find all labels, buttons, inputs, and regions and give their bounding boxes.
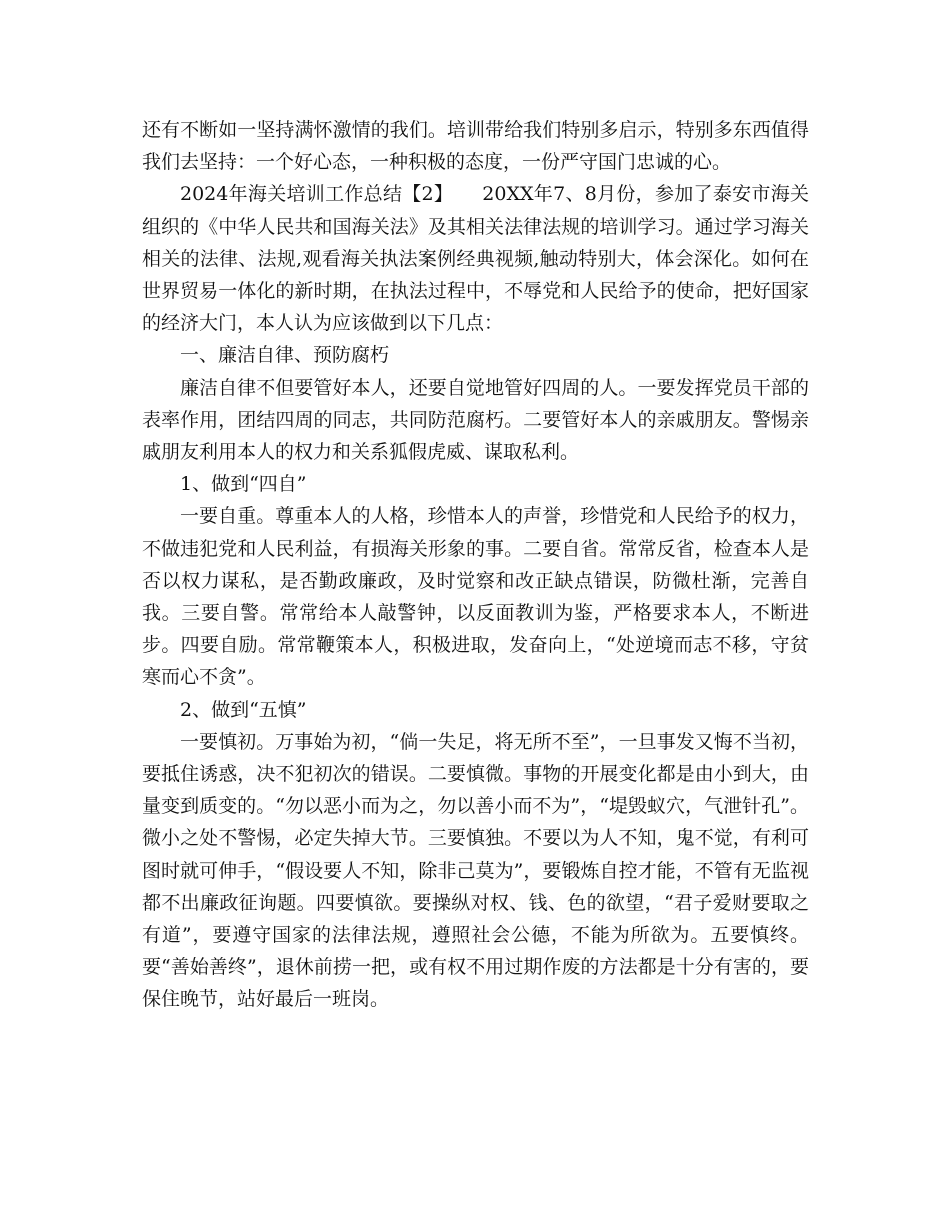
- paragraph-continuation: 还有不断如一坚持满怀激情的我们。培训带给我们特别多启示，特别多东西值得我们去坚持：一个好心态，一种积极的态度，一份严守国门忠诚的心。: [142, 119, 809, 174]
- paragraph-four-self: 一要自重。尊重本人的人格，珍惜本人的声誉，珍惜党和人民给予的权力，不做违犯党和人民利益，有损海关形象的事。二要自省。常常反省，检查本人是否以权力谋私，是否勤政廉政，及时觉察和改正缺点错误，防微杜渐，完善自我。三要自警。常常给本人敲警钟，以反面教训为鉴，严格要求本人，不断进步。四要自励。常常鞭策本人，积极进取，发奋向上，“处逆境而志不移，守贫寒而心不贪”。: [142, 505, 809, 689]
- subheading-four-self: 1、做到“四自”: [180, 473, 307, 496]
- paragraph-integrity: 廉洁自律不但要管好本人，还要自觉地管好四周的人。一要发挥党员干部的表率作用，团结四周的同志，共同防范腐朽。二要管好本人的亲戚朋友。警惕亲戚朋友利用本人的权力和关系狐假虎威、谋取私利。: [142, 376, 809, 464]
- paragraph-five-caution: 一要慎初。万事始为初，“倘一失足，将无所不至”，一旦事发又悔不当初，要抵住诱惑，决不犯初次的错误。二要慎微。事物的开展变化都是由小到大，由量变到质变的。“勿以恶小而为之，勿以善小而不为”，“堤毁蚁穴，气泄针孔”。微小之处不警惕，必定失掉大节。三要慎独。不要以为人不知，鬼不觉，有利可图时就可伸手，“假设要人不知，除非己莫为”，要锻炼自控才能，不管有无监视都不出廉政征询题。四要慎欲。要操纵对权、钱、色的欲望，“君子爱财要取之有道”，要遵守国家的法律法规，遵照社会公德，不能为所欲为。五要慎终。要“善始善终”，退休前捞一把，或有权不用过期作废的方法都是十分有害的，要保住晚节，站好最后一班岗。: [142, 730, 809, 1011]
- subheading-five-caution: 2、做到“五慎”: [180, 698, 307, 721]
- section-heading-integrity: 一、廉洁自律、预防腐朽: [180, 344, 390, 367]
- paragraph-summary-intro: 2024年海关培训工作总结【2】 20XX年7、8月份，参加了泰安市海关组织的《中华人民共和国海关法》及其相关法律法规的培训学习。通过学习海关相关的法律、法规,观看海关执法案例经典视频,触动特别大，体会深化。如何在世界贸易一体化的新时期，在执法过程中，不辱党和人民给予的使命，把好国家的经济大门，本人认为应该做到以下几点：: [142, 183, 809, 335]
- document-body: [142, 114, 809, 1016]
